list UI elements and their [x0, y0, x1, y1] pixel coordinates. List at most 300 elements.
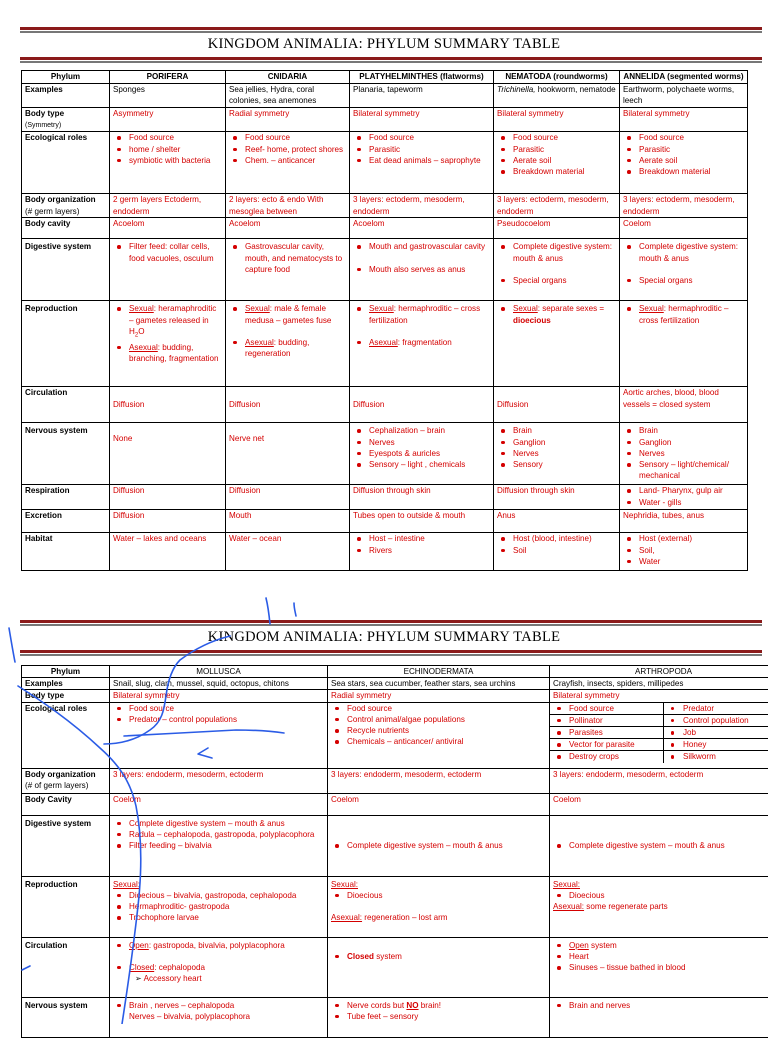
spacer: [331, 901, 546, 912]
nerv-list: [497, 425, 616, 470]
list-item: Land- Pharynx, gulp air: [639, 485, 744, 496]
list-item: Trochophore larvae: [129, 912, 324, 923]
list-item: Heart: [569, 951, 768, 962]
list-item: Special organs: [513, 275, 616, 286]
table-cell: [226, 239, 350, 301]
table-cell: Acoelom: [110, 218, 226, 239]
row-label: Body cavity: [22, 218, 110, 239]
table-cell: Diffusion: [350, 387, 494, 423]
row-label: Body Cavity: [22, 793, 110, 815]
row-label: [22, 108, 110, 132]
cell-text: O: [138, 327, 144, 336]
table-cell: Diffusion through skin: [350, 485, 494, 510]
list-item: Sensory: [513, 459, 616, 470]
nerv-list: [353, 425, 490, 470]
nerv-list: [113, 1000, 324, 1011]
list-item: Mouth also serves as anus: [369, 264, 490, 275]
table-cell: Coelom: [620, 218, 748, 239]
list-item: Complete digestive system: mouth & anus: [513, 241, 616, 263]
table-cell: [494, 239, 620, 301]
row-label: Nervous system: [22, 423, 110, 485]
list-item: [129, 940, 324, 951]
list-item: Job: [683, 727, 768, 738]
list-item: Complete digestive system – mouth & anus: [347, 840, 546, 851]
table-cell: [110, 132, 226, 194]
dig-list: [229, 241, 346, 275]
list-item: home / shelter: [129, 144, 222, 155]
cell-text: system: [589, 941, 617, 950]
asexual-label: Asexual:: [553, 902, 584, 911]
row-label: Ecological roles: [22, 132, 110, 194]
table-row: [22, 71, 748, 84]
list-item: Food source: [569, 703, 660, 714]
list-item: Breakdown material: [639, 166, 744, 177]
phylum-label-2: Phylum: [22, 666, 110, 678]
table-cell: [620, 485, 748, 510]
table-cell: 3 layers: endoderm, mesoderm, ectoderm: [110, 768, 328, 793]
row-label: Digestive system: [22, 815, 110, 876]
table-cell: Acoelom: [350, 218, 494, 239]
list-item: Filter feeding – bivalvia: [129, 840, 324, 851]
cell-text: : separate sexes =: [538, 304, 604, 313]
list-item: Destroy crops: [569, 751, 660, 762]
header-porifera: PORIFERA: [110, 71, 226, 84]
grid-cell: [663, 703, 768, 715]
phylum-table-2: [21, 665, 768, 1038]
table-cell: Pseudocoelom: [494, 218, 620, 239]
table-cell: [226, 132, 350, 194]
list-item: [129, 962, 324, 973]
sexual-label: Sexual:: [553, 880, 580, 889]
table-cell: [550, 997, 768, 1037]
cell-text: Nerve cords but: [347, 1001, 406, 1010]
cell-text: : cephalopoda: [154, 963, 205, 972]
header-nematoda: NEMATODA (roundworms): [494, 71, 620, 84]
grid-cell: [550, 703, 663, 715]
table-row: [22, 194, 748, 218]
sexual-label: Sexual: [369, 304, 394, 313]
title-rule-bottom-gray-2: [20, 654, 762, 656]
label-sub: (# of germ layers): [25, 781, 88, 790]
row-label: Nervous system: [22, 997, 110, 1037]
list-item: Chem. – anticancer: [245, 155, 346, 166]
cell-text: : hermaphroditic – cross fertilization: [369, 304, 480, 324]
title-rule-bottom-gray: [20, 61, 762, 63]
table-cell: Radial symmetry: [328, 690, 550, 702]
cell-text: None: [113, 434, 132, 443]
list-item: Sensory – light/chemical/ mechanical: [639, 459, 744, 481]
table-cell: [550, 702, 768, 768]
grid-cell: [550, 714, 663, 726]
list-item: Honey: [683, 739, 768, 750]
list-item: Dioecious – bivalvia, gastropoda, cephalopoda: [129, 890, 324, 901]
label-text: Body organization: [25, 770, 96, 779]
table-cell: [328, 937, 550, 997]
list-item: Gastrovascular cavity, mouth, and nematocysts to capture food: [245, 241, 346, 275]
row-label: Reproduction: [22, 301, 110, 387]
table-cell: [620, 301, 748, 387]
grid-cell: [663, 727, 768, 739]
list-item: Predator – control populations: [129, 714, 324, 725]
cell-text: : budding, regeneration: [245, 338, 309, 358]
title-rule-top-2: [20, 620, 762, 623]
table-cell: Coelom: [110, 793, 328, 815]
cell-bold-text: Closed: [347, 952, 374, 961]
header-annelida: ANNELIDA (segmented worms): [620, 71, 748, 84]
table-cell: 3 layers: endoderm, mesoderm, ectoderm: [328, 768, 550, 793]
open-label: Open: [129, 941, 149, 950]
table-cell: [550, 815, 768, 876]
table-row: [22, 387, 748, 423]
table-cell: Sponges: [110, 84, 226, 108]
list-item: Water: [639, 556, 744, 567]
cell-text: : fragmentation: [398, 338, 452, 347]
eco-list: [229, 132, 346, 166]
list-item: Chemicals – anticancer/ antiviral: [347, 736, 546, 747]
list-item: Food source: [639, 132, 744, 143]
list-item: Nerves: [639, 448, 744, 459]
cell-bold-text: dioecious: [513, 316, 551, 325]
arthropoda-eco-grid: [550, 703, 768, 763]
list-item: Brain: [639, 425, 744, 436]
header-mollusca: MOLLUSCA: [110, 666, 328, 678]
list-item: Radula – cephalopoda, gastropoda, polyplacophora: [129, 829, 324, 840]
row-label: Body type: [22, 690, 110, 702]
list-item: Water - gills: [639, 497, 744, 508]
list-item: Food source: [347, 703, 546, 714]
header-arthropoda: ARTHROPODA: [550, 666, 768, 678]
table-cell: [620, 239, 748, 301]
table-cell: [350, 423, 494, 485]
grid-cell: [663, 714, 768, 726]
table-row: [22, 132, 748, 194]
list-item: Complete digestive system: mouth & anus: [639, 241, 744, 263]
table-cell: 2 layers: ecto & endo With mesoglea between: [226, 194, 350, 218]
list-item: Tube feet – sensory: [347, 1011, 546, 1022]
grid-cell: [663, 739, 768, 751]
row-label: Circulation: [22, 387, 110, 423]
list-item: Soil,: [639, 545, 744, 556]
cell-text: some regenerate parts: [584, 902, 668, 911]
list-item: Brain and nerves: [569, 1000, 768, 1011]
table-row: [22, 937, 768, 997]
asexual-label: Asexual: [369, 338, 398, 347]
list-item: Aerate soil: [513, 155, 616, 166]
cell-text: system: [374, 952, 402, 961]
table-cell: Mouth: [226, 510, 350, 533]
list-item: Sensory – light , chemicals: [369, 459, 490, 470]
table-cell: Planaria, tapeworm: [350, 84, 494, 108]
table-row: [22, 218, 748, 239]
label-sub: (# germ layers): [25, 207, 79, 216]
table-cell: 3 layers: ectoderm, mesoderm, endoderm: [494, 194, 620, 218]
rep-list: [497, 303, 616, 325]
row-label: [22, 194, 110, 218]
cell-text: Nerves – bivalvia, polyplacophora: [113, 1011, 324, 1022]
dig-list: [113, 241, 222, 263]
list-item: Food source: [513, 132, 616, 143]
title-rule-bottom: [20, 57, 762, 60]
row-label: [22, 768, 110, 793]
list-item: Mouth and gastrovascular cavity: [369, 241, 490, 252]
page-title-2: KINGDOM ANIMALIA: PHYLUM SUMMARY TABLE: [0, 629, 768, 646]
table-cell: 3 layers: ectoderm, mesoderm, endoderm: [620, 194, 748, 218]
table-cell: [328, 702, 550, 768]
table-cell: [550, 876, 768, 937]
table-cell: 2 germ layers Ectoderm, endoderm: [110, 194, 226, 218]
table-cell: [110, 937, 328, 997]
list-item: Recycle nutrients: [347, 725, 546, 736]
list-item: Rivers: [369, 545, 490, 556]
eco-list: [113, 703, 324, 725]
table-cell: Crayfish, insects, spiders, millipedes: [550, 678, 768, 690]
nerv-list: [331, 1000, 546, 1022]
cell-bold-text: NO: [406, 1001, 418, 1010]
table-cell: Radial symmetry: [226, 108, 350, 132]
table-cell: [110, 239, 226, 301]
list-item: Nerves: [369, 437, 490, 448]
eco-list: [353, 132, 490, 166]
table-row: [22, 423, 748, 485]
list-item: Filter feed: collar cells, food vacuoles, osculum: [129, 241, 222, 263]
list-item: Host (blood, intestine): [513, 533, 616, 544]
list-item: [347, 1000, 546, 1011]
hab-list: [497, 533, 616, 555]
phylum-label: Phylum: [22, 71, 110, 84]
table-cell: [494, 132, 620, 194]
list-item: Special organs: [639, 275, 744, 286]
table-row: [22, 533, 748, 571]
label-text: Body type: [25, 109, 64, 118]
list-item: [369, 303, 490, 325]
header-platyhelminthes: PLATYHELMINTHES (flatworms): [350, 71, 494, 84]
table-cell: [620, 423, 748, 485]
list-item: [569, 940, 768, 951]
list-item: Aerate soil: [639, 155, 744, 166]
table-cell: Diffusion: [494, 387, 620, 423]
circ-list: [331, 951, 546, 962]
ink-stroke-tick-2: [294, 603, 296, 616]
table-cell: [494, 423, 620, 485]
list-item: Eyespots & auricles: [369, 448, 490, 459]
subscript: 2: [135, 332, 138, 338]
sexual-label: Sexual:: [113, 880, 140, 889]
hab-list: [623, 533, 744, 567]
list-item: Dioecious: [569, 890, 768, 901]
circ-sublist: [113, 973, 324, 984]
list-item: Sinuses – tissue bathed in blood: [569, 962, 768, 973]
row-label: Digestive system: [22, 239, 110, 301]
table-cell: [226, 423, 350, 485]
list-item: Parasites: [569, 727, 660, 738]
phylum-table-1: [21, 70, 748, 571]
list-item: [129, 303, 222, 341]
list-item: [245, 337, 346, 359]
eco-list: [497, 132, 616, 177]
grid-cell: [550, 727, 663, 739]
sexual-label: Sexual:: [331, 880, 358, 889]
list-item: [369, 337, 490, 348]
list-item: Pollinator: [569, 715, 660, 726]
rep-list: [553, 890, 768, 901]
list-item: Complete digestive system – mouth & anus: [129, 818, 324, 829]
table-row: [22, 815, 768, 876]
list-item: [129, 342, 222, 364]
list-item: Control animal/algae populations: [347, 714, 546, 725]
table-cell: Coelom: [550, 793, 768, 815]
table-cell: [550, 937, 768, 997]
nerv-list: [623, 425, 744, 481]
row-label: Examples: [22, 678, 110, 690]
table-cell: Water – lakes and oceans: [110, 533, 226, 571]
table-cell: Diffusion: [110, 510, 226, 533]
title-rule-gray-2: [20, 624, 762, 626]
table-row: [22, 84, 748, 108]
table-cell: Diffusion through skin: [494, 485, 620, 510]
table-row: [22, 702, 768, 768]
table-cell: Bilateral symmetry: [620, 108, 748, 132]
list-item: Nerves: [513, 448, 616, 459]
eco-list: [331, 703, 546, 748]
cell-text: : budding, branching, fragmentation: [129, 343, 219, 363]
asexual-label: Asexual:: [331, 913, 362, 922]
circ-list: [553, 940, 768, 974]
eco-list: [623, 132, 744, 177]
cell-text: hookworm, nematode: [538, 85, 616, 94]
rep-list: [113, 303, 222, 364]
label-text: Body organization: [25, 195, 96, 204]
eco-list: [113, 132, 222, 166]
cell-text: : male & female medusa – gametes fuse: [245, 304, 331, 324]
table-cell: Acoelom: [226, 218, 350, 239]
list-item: Control population: [683, 715, 768, 726]
rep-list: [113, 890, 324, 924]
list-item: Parasitic: [639, 144, 744, 155]
table-row: [22, 301, 748, 387]
table-row: [22, 239, 748, 301]
table-row: [22, 485, 748, 510]
list-item: Eat dead animals – saprophyte: [369, 155, 490, 166]
dig-list: [623, 241, 744, 286]
table-cell: Sea jellies, Hydra, coral colonies, sea anemones: [226, 84, 350, 108]
list-item: Food source: [245, 132, 346, 143]
list-item: Brain , nerves – cephalopoda: [129, 1000, 324, 1011]
table-cell: [110, 423, 226, 485]
table-row: [22, 690, 768, 702]
list-item: Silkworm: [683, 751, 768, 762]
table-cell: [620, 533, 748, 571]
table-row: [22, 997, 768, 1037]
list-item: symbiotic with bacteria: [129, 155, 222, 166]
sexual-label: Sexual: [639, 304, 664, 313]
closed-label: Closed: [129, 963, 154, 972]
list-item: Food source: [129, 132, 222, 143]
list-item: [347, 951, 546, 962]
dig-list: [553, 840, 768, 851]
resp-list: [623, 485, 744, 507]
list-item: Dioecious: [347, 890, 546, 901]
asexual-label: Asexual: [245, 338, 274, 347]
dig-list: [353, 241, 490, 274]
cell-text: Nerve net: [229, 434, 264, 443]
table-cell: [328, 815, 550, 876]
cell-text: : hermaphroditic – cross fertilization: [639, 304, 729, 324]
title-rule-bottom-2: [20, 650, 762, 653]
grid-cell: [663, 751, 768, 763]
table-cell: Diffusion: [226, 485, 350, 510]
table-cell: Tubes open to outside & mouth: [350, 510, 494, 533]
list-item: Reef- home, protect shores: [245, 144, 346, 155]
row-label: Examples: [22, 84, 110, 108]
row-label: Ecological roles: [22, 702, 110, 768]
header-echinodermata: ECHINODERMATA: [328, 666, 550, 678]
table-cell: [350, 301, 494, 387]
row-label: Habitat: [22, 533, 110, 571]
list-item: Complete digestive system – mouth & anus: [569, 840, 768, 851]
list-item: Predator: [683, 703, 768, 714]
row-label: Reproduction: [22, 876, 110, 937]
row-label: Excretion: [22, 510, 110, 533]
table-cell: 3 layers: endoderm, mesoderm, ectoderm: [550, 768, 768, 793]
table-row: [22, 108, 748, 132]
title-rule-top: [20, 27, 762, 30]
list-item: Ganglion: [639, 437, 744, 448]
table-cell: Bilateral symmetry: [550, 690, 768, 702]
list-item: Vector for parasite: [569, 739, 660, 750]
table-cell: Asymmetry: [110, 108, 226, 132]
rep-list: [353, 303, 490, 348]
list-item: [513, 303, 616, 325]
list-item: Brain: [513, 425, 616, 436]
cell-text: regeneration – lost arm: [362, 913, 447, 922]
table-row: [22, 876, 768, 937]
table-row: [22, 793, 768, 815]
hab-list: [353, 533, 490, 555]
list-item: Hermaphroditic- gastropoda: [129, 901, 324, 912]
table-cell: [350, 132, 494, 194]
list-item: Food source: [129, 703, 324, 714]
title-rule-gray: [20, 31, 762, 33]
table-cell: Anus: [494, 510, 620, 533]
dig-list: [497, 241, 616, 286]
row-label: Respiration: [22, 485, 110, 510]
table-cell: Coelom: [328, 793, 550, 815]
table-cell: 3 layers: ectoderm, mesoderm, endoderm: [350, 194, 494, 218]
rep-list: [331, 890, 546, 901]
table-row: [22, 510, 748, 533]
table-cell: Bilateral symmetry: [110, 690, 328, 702]
table-cell: [494, 84, 620, 108]
table-cell: [494, 533, 620, 571]
table-row: [22, 768, 768, 793]
table-cell: Bilateral symmetry: [350, 108, 494, 132]
table-cell: [110, 876, 328, 937]
list-item: ➢ Accessory heart: [145, 973, 324, 984]
list-item: [639, 303, 744, 325]
list-item: [245, 303, 346, 325]
table-cell: [620, 132, 748, 194]
table-cell: Bilateral symmetry: [494, 108, 620, 132]
table-cell: [226, 301, 350, 387]
list-item: Host – intestine: [369, 533, 490, 544]
page-title: KINGDOM ANIMALIA: PHYLUM SUMMARY TABLE: [0, 36, 768, 53]
rep-list: [623, 303, 744, 325]
dig-list: [113, 818, 324, 852]
circ-list: [113, 940, 324, 973]
table-row: [22, 666, 768, 678]
label-sub: (Symmetry): [25, 122, 61, 129]
table-cell: [110, 702, 328, 768]
